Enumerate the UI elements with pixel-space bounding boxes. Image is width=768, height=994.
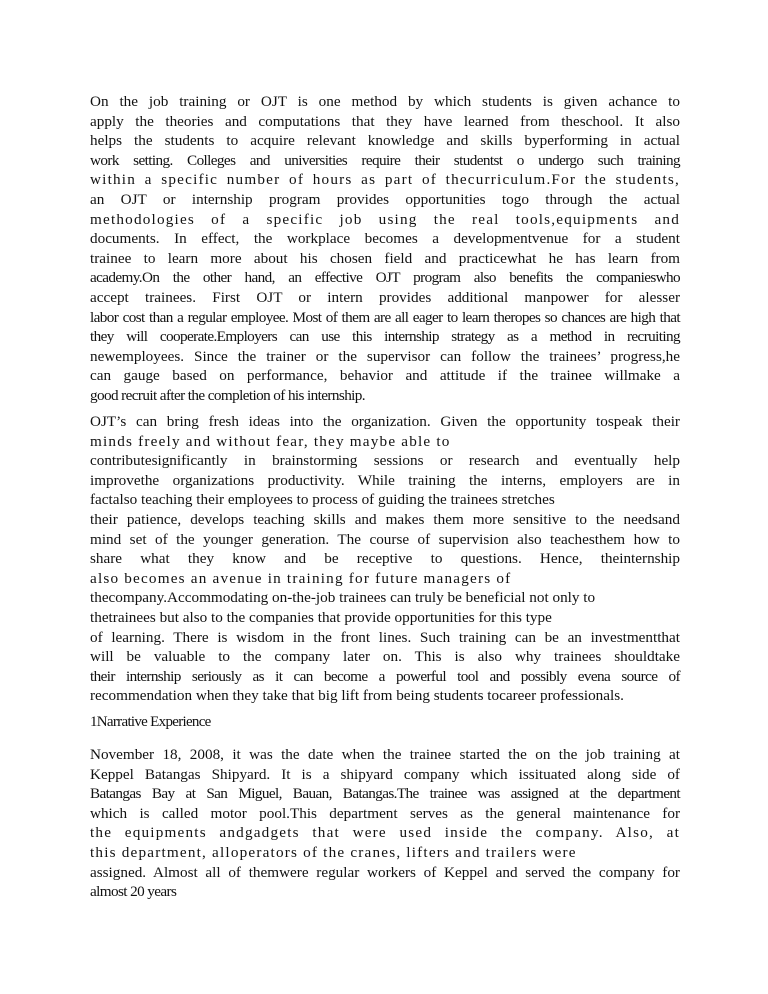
text-line: improvethe organizations productivity. While training the interns, employers are in	[90, 471, 680, 489]
text-line: this department, alloperators of the cranes, lifters and trailers were	[90, 843, 577, 861]
text-line: assigned. Almost all of themwere regular workers of Keppel and served the company for	[90, 863, 680, 881]
text-line: thecompany.Accommodating on-the-job trainees can truly be beneficial not only to	[90, 589, 596, 607]
text-line: academy.On the other hand, an effective OJT program also benefits the companieswho	[90, 269, 680, 287]
text-line: they will cooperate.Employers can use this internship strategy as a method in recruiting	[90, 328, 680, 346]
text-line: November 18, 2008, it was the date when the trainee started the on the job training at	[90, 746, 680, 763]
text-line: Batangas Bay at San Miguel, Bauan, Batangas.The trainee was assigned at the department	[90, 785, 680, 803]
text-line: accept trainees. First OJT or intern provides additional manpower for alesser	[90, 288, 680, 306]
text-line: apply the theories and computations that they have learned from theschool. It also	[90, 112, 680, 130]
text-line: which is called motor pool.This department serves as the general maintenance for	[90, 804, 680, 822]
section-heading: 1Narrative Experience	[90, 714, 211, 730]
paragraph-ojt-benefits	[90, 412, 680, 706]
text-line: also becomes an avenue in training for future managers of	[90, 569, 512, 587]
text-line: thetrainees but also to the companies that provide opportunities for this type	[90, 608, 552, 626]
text-line: recommendation when they take that big lift from being students tocareer professionals.	[90, 687, 624, 705]
text-line: factalso teaching their employees to process of guiding the trainees stretches	[90, 491, 555, 509]
text-line: OJT’s can bring fresh ideas into the organization. Given the opportunity tospeak their	[90, 413, 680, 430]
text-line: contributesignificantly in brainstorming sessions or research and eventually help	[90, 452, 680, 470]
text-line: an OJT or internship program provides opportunities togo through the actual	[90, 190, 680, 208]
text-line: within a specific number of hours as part of thecurriculum.For the students,	[90, 171, 680, 189]
text-line: minds freely and without fear, they maybe able to	[90, 432, 451, 450]
text-line: their patience, develops teaching skills and makes them more sensitive to the needsand	[90, 510, 680, 528]
text-line: the equipments andgadgets that were used inside the company. Also, at	[90, 824, 680, 842]
text-line: will be valuable to the company later on. This is also why trainees shouldtake	[90, 648, 680, 666]
text-line: can gauge based on performance, behavior and attitude if the trainee willmake a	[90, 367, 680, 385]
text-line: good recruit after the completion of his internship.	[90, 386, 365, 404]
text-line: helps the students to acquire relevant knowledge and skills byperforming in actual	[90, 132, 680, 150]
paragraph-narrative-experience	[90, 745, 680, 902]
text-line: documents. In effect, the workplace becomes a developmentvenue for a student	[90, 230, 680, 248]
text-line: of learning. There is wisdom in the front lines. Such training can be an investmentthat	[90, 628, 680, 646]
text-line: newemployees. Since the trainer or the supervisor can follow the trainees’ progress,he	[90, 347, 680, 365]
text-line: their internship seriously as it can become a powerful tool and possibly evena source of	[90, 667, 680, 685]
text-line: Keppel Batangas Shipyard. It is a shipyard company which issituated along side of	[90, 765, 680, 783]
text-line: labor cost than a regular employee. Most of them are all eager to learn theropes so chances are high that	[90, 308, 680, 326]
paragraph-ojt-definition	[90, 92, 680, 406]
text-line: On the job training or OJT is one method by which students is given achance to	[90, 93, 680, 110]
text-line: share what they know and be receptive to questions. Hence, theinternship	[90, 550, 680, 568]
text-line: almost 20 years	[90, 883, 177, 901]
text-line: mind set of the younger generation. The course of supervision also teachesthem how to	[90, 530, 680, 548]
text-line: methodologies of a specific job using the real tools,equipments and	[90, 210, 680, 228]
text-line: trainee to learn more about his chosen field and practicewhat he has learn from	[90, 249, 680, 267]
text-line: work setting. Colleges and universities require their studentst o undergo such training	[90, 151, 680, 169]
